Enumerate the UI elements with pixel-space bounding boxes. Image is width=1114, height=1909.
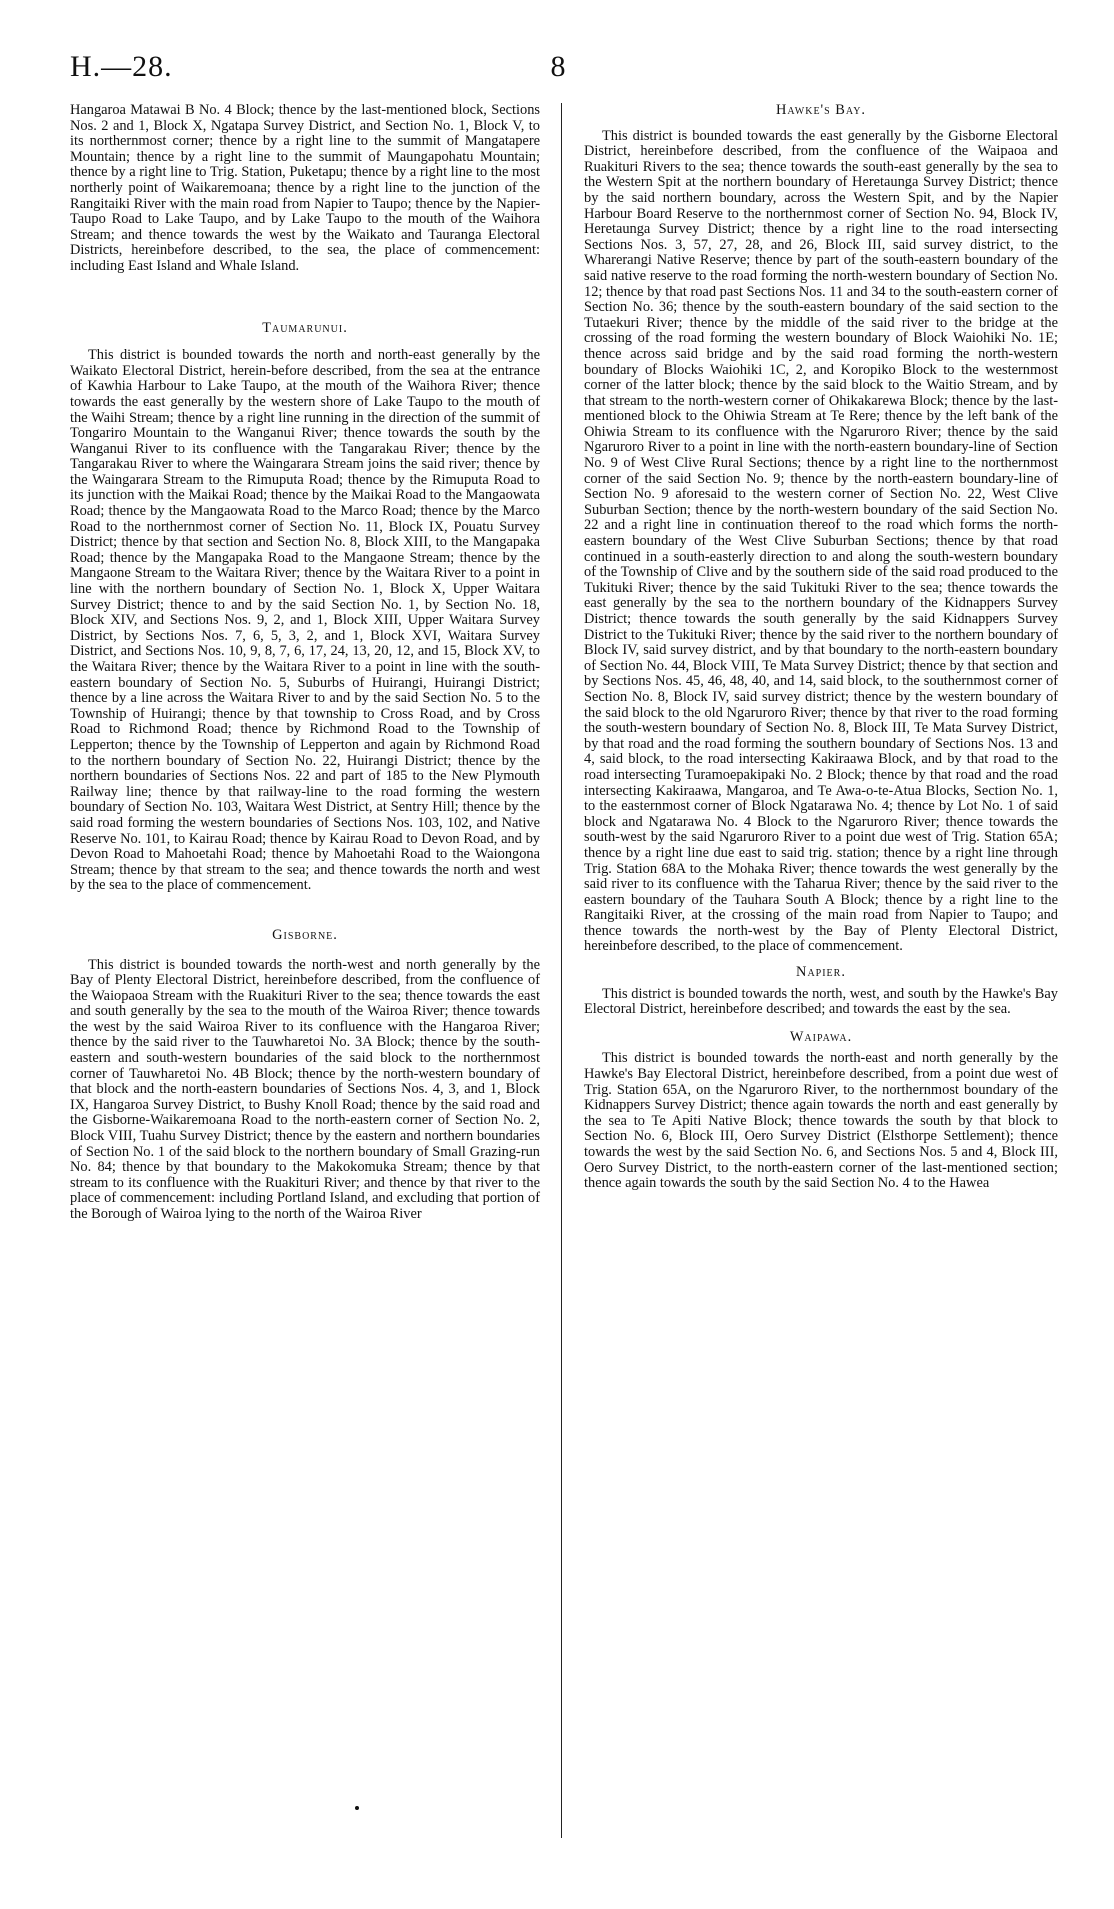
page-mark-dot [355,1806,359,1810]
page-number: 8 [550,50,566,83]
section-text-waipawa: This district is bounded towards the north-east and north generally by the Hawke's Bay Electoral District, hereinbefore described, from a point due west of Trig. Station 65A, on the Ngaruroro River, to the northernmost boundary of the Kidnappers Survey District; thence again towards the north and east generally by the sea to Te Apiti Native Block; thence towards the south by that block to Section No. 6, Block III, Oero Survey District (Elsthorpe Settlement); thence towards the west by the said Section No. 6, and Sections Nos. 5 and 4, Block III, Oero Survey District, to the north-eastern corner of the last-mentioned section; thence again towards the south by the said Section No. 4 to the Hawea [584,1050,1058,1192]
section-heading-waipawa: Waipawa. [789,1028,853,1045]
section-text-hawkes-bay: This district is bounded towards the east generally by the Gisborne Electoral District, hereinbefore described, from the confluence of the Waipaoa and Ruakituri Rivers to the sea; thence towards the south-east generally by the sea to the Western Spit at the northern boundary of Heretaunga Survey District; thence by the said northern boundary, across the Western Spit, and by the Napier Harbour Board Reserve to the northernmost corner of Section No. 94, Block IV, Heretaunga Survey District; thence by a right line to the road intersecting Sections Nos. 3, 57, 27, 28, and 26, Block III, said survey district, to the Wharerangi Native Reserve; thence by part of the south-eastern boundary of the said native reserve to the road forming the north-western boundary of Section No. 12; thence by that road past Sections Nos. 11 and 34 to the south-eastern corner of Section No. 36; thence by the south-eastern boundary of the said section to the Tutaekuri River; thence by the middle of the said river to the bridge at the crossing of the road forming the western boundary of Block Waiohiki No. 1E; thence across said bridge and by the said road forming the north-western boundary of Blocks Waiohiki 1C, 2, and Koropiko Block to the westernmost corner of the latter block; thence by the said block to the Waitio Stream, and by that stream to the north-western corner of Ohikakarewa Block; thence by the last-mentioned block to the Ohiwia Stream at Te Rere; thence by the left bank of the Ohiwia Stream to its confluence with the Ngaruroro River; thence by the said Ngaruroro River to a point in line with the north-eastern boundary-line of Section No. 9 of West Clive Rural Sections; thence by a right line to the northernmost corner of the said Section No. 9; thence by the north-eastern boundary-line of Section No. 9 aforesaid to the western corner of Section No. 22, West Clive Suburban Section; thence by the north-western boundary of the said Section No. 22 and a right line in continuation thereof to the road which forms the north-eastern boundary of the West Clive Suburban Sections; thence by that road continued in a south-easterly direction to and along the south-western boundary of the Township of Clive and by the southern side of the said road produced to the Tukituki River; thence by the said Tukituki River to the sea; thence towards the east generally by the sea to the northern boundary of the Kidnappers Survey District; thence towards the south generally by the said Kidnappers Survey District to the Tukituki River; thence by the said river to the northern boundary of Block IV, said survey district, and by that boundary to the north-eastern boundary of Section No. 44, Block VIII, Te Mata Survey District; thence by that section and by Sections Nos. 45, 46, 48, 40, and 14, said block, to the southernmost corner of Section No. 8, Block IV, said survey district; thence by the western boundary of the said block to the old Ngaruroro River; thence by that river to the road forming the south-western boundary of Section No. 8, Block III, Te Mata Survey District, by that road and the road forming the southern boundary of Sections Nos. 13 and 4, said block, to the road intersecting Kakiraawa Block, and by that road to the road intersecting Turamoepakipaki No. 2 Block; thence by that road and the road intersecting Kakiraawa, Mangaroa, and Te Awa-o-te-Atua Blocks, Section No. 1, to the easternmost corner of Block Ngatarawa No. 4; thence by Lot No. 1 of said block and Ngatarawa No. 4 Block to the Ngaruroro River; thence towards the south-west by the said Ngaruroro River to a point due west of Trig. Station 65A; thence by a right line due east to said trig. station; thence by a right line through Trig. Station 68A to the Mohaka River; thence towards the west generally by the said river to its confluence with the Taharua River; thence by the said river to the eastern boundary of the Tauhara South A Block; thence by a right line to the Rangitaiki River, at the crossing of the main road from Napier to Taupo; and thence towards the north-west by the Bay of Plenty Electoral District, hereinbefore described, to the place of commencement. [584,127,1058,955]
document-code: H.—28. [70,50,173,83]
section-heading-napier: Napier. [796,964,846,981]
intro-paragraph: Hangaroa Matawai B No. 4 Block; thence by the last-mentioned block, Sections Nos. 2 and 1, Block X, Ngatapa Survey District, and Section No. 1, Block V, to its northernmost corner; thence by a right line to the summit of Mangatapere Mountain; thence by a right line to the summit of Maungapohatu Mountain; thence by a right line to Trig. Station, Puketapu; thence by a right line to the most northerly point of Waikaremoana; thence by a right line to the junction of the Rangitaiki River with the main road from Napier to Taupo; thence by the Napier-Taupo Road to Lake Taupo, and by Lake Taupo to the mouth of the Waihora Stream; and thence towards the west by the Waikato and Tauranga Electoral Districts, hereinbefore described, to the sea, the place of commencement: including East Island and Whale Island. [70,102,540,274]
column-divider [561,103,562,1838]
page-header [70,50,1044,90]
section-heading-taumarunui: Taumarunui. [262,319,348,336]
section-text-napier: This district is bounded towards the north, west, and south by the Hawke's Bay Electoral District, hereinbefore described; and towards the east by the sea. [584,985,1058,1018]
section-text-taumarunui: This district is bounded towards the north and north-east generally by the Waikato Electoral District, herein-before described, from the sea at the entrance of Kawhia Harbour to Lake Taupo, at the mouth of the Waihora River; thence towards the east generally by the western shore of Lake Taupo to the mouth of the Waihi Stream; thence by a right line running in the direction of the summit of Tongariro Mountain to the Wanganui River; thence towards the south by the Wanganui River to its confluence with the Tangarakau River; thence by the Tangarakau River to where the Waingarara Stream joins the said river; thence by the Waingarara Stream to the Rimuputa Road; thence by the Rimuputa Road to its junction with the Maikai Road; thence by the Maikai Road to the Mangaowata Road; thence by the Mangaowata Road to the Marco Road; thence by the Marco Road to the northernmost corner of Section No. 11, Block IX, Pouatu Survey District; thence by that section and Section No. 8, Block XIII, to the Mangapaka Road; thence by the Mangapaka Road to the Mangaone Stream; thence by the Mangaone Stream to the Waitara River; thence by the Waitara River to a point in line with the northern boundary of Section No. 1, Block X, Upper Waitara Survey District; thence to and by the said Section No. 1, by Section No. 18, Block XIV, and Sections Nos. 9, 2, and 1, Block XIII, Upper Waitara Survey District, by Sections Nos. 7, 6, 5, 3, 2, and 1, Block XVI, Waitara Survey District, and Sections Nos. 10, 9, 8, 7, 6, 17, 24, 13, 20, 12, and 15, Block XV, to the Waitara River; thence by the Waitara River to a point in line with the south-eastern boundary of Section No. 5, Suburbs of Huirangi, Huirangi District; thence by a line across the Waitara River to and by the said Section No. 5 to the Township of Huirangi; thence by that township to Cross Road, and by Cross Road to Richmond Road; thence by Richmond Road to the Township of Lepperton; thence by the Township of Lepperton and again by Richmond Road to the northern boundary of Section No. 22, Huirangi District; thence by the northern boundaries of Sections Nos. 22 and part of 185 to the New Plymouth Railway line; thence by that railway-line to the road forming the western boundary of Section No. 103, Waitara West District, at Sentry Hill; thence by the said road forming the western boundaries of Sections Nos. 103, 102, and Native Reserve No. 101, to Kairau Road; thence by Kairau Road to Devon Road, and by Devon Road to Mahoetahi Road; thence by Mahoetahi Road to the Waiongona Stream; thence by that stream to the sea; and thence towards the north and west by the sea to the place of commencement. [70,347,540,894]
right-column [584,103,1058,1192]
section-text-gisborne: This district is bounded towards the north-west and north generally by the Bay of Plenty Electoral District, hereinbefore described, from the confluence of the Waiopaoa Stream with the Ruakituri River to the sea; thence towards the east and south generally by the sea to the mouth of the Wairoa River; thence towards the west by the said Wairoa River to its confluence with the Hangaroa River; thence by the said river to the Tauwharetoi No. 3A Block; thence by the south-eastern and south-western boundaries of the said block to the northernmost corner of Tauwharetoi No. 4B Block; thence by the north-western boundary of that block and the north-eastern boundaries of Sections Nos. 4, 3, and 1, Block IX, Hangaroa Survey District, to Bushy Knoll Road; thence by the said road and the Gisborne-Waikaremoana Road to the north-eastern corner of Section No. 2, Block VIII, Tuahu Survey District; thence by the eastern and northern boundaries of Section No. 1 of the said block to the northern boundary of Small Grazing-run No. 84; thence by that boundary to the Makokomuka Stream; thence by that stream to its confluence with the Ruakituri River; and thence by that river to the place of commencement: including Portland Island, and excluding that portion of the Borough of Wairoa lying to the north of the Wairoa River [70,956,540,1222]
section-heading-gisborne: Gisborne. [272,926,338,943]
left-column [70,103,540,1223]
section-heading-hawkes-bay: Hawke's Bay. [775,102,867,118]
